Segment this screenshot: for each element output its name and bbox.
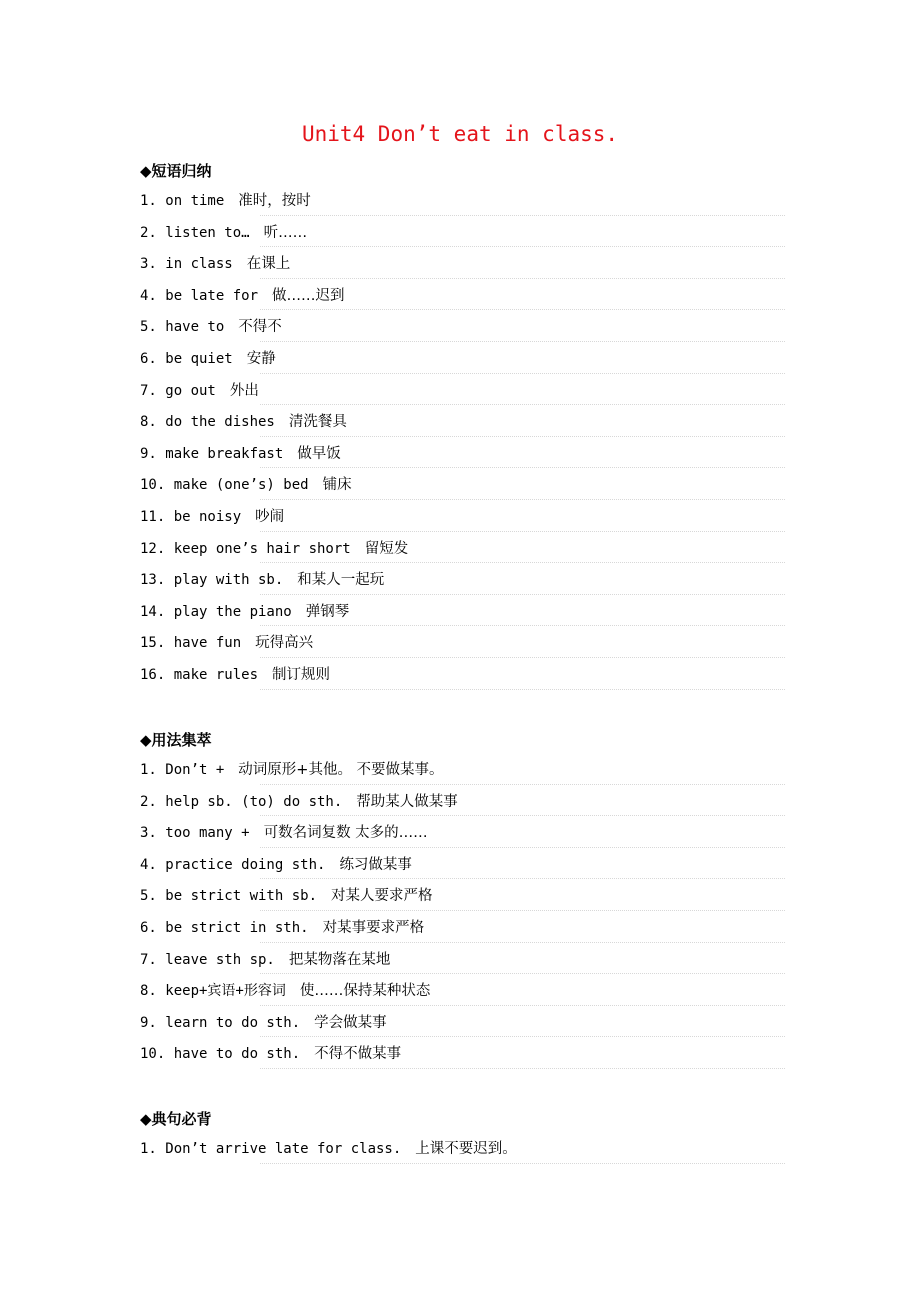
list-item: 5. have to 不得不 — [140, 312, 785, 344]
list-item: 3. too many + 可数名词复数 太多的…… — [140, 818, 785, 850]
phrase-list — [140, 186, 785, 692]
list-item: 13. play with sb. 和某人一起玩 — [140, 565, 785, 597]
list-item: 2. help sb. (to) do sth. 帮助某人做某事 — [140, 787, 785, 819]
list-item: 12. keep one’s hair short 留短发 — [140, 534, 785, 566]
list-item: 6. be quiet 安静 — [140, 344, 785, 376]
section-heading-usage: ◆用法集萃 — [140, 731, 212, 749]
list-item: 14. play the piano 弹钢琴 — [140, 597, 785, 629]
list-item: 4. be late for 做……迟到 — [140, 281, 785, 313]
list-item: 9. make breakfast 做早饭 — [140, 439, 785, 471]
list-item: 10. have to do sth. 不得不做某事 — [140, 1039, 785, 1071]
list-item: 5. be strict with sb. 对某人要求严格 — [140, 881, 785, 913]
list-item: 4. practice doing sth. 练习做某事 — [140, 850, 785, 882]
list-item: 1. Don’t + 动词原形+其他。 不要做某事。 — [140, 755, 785, 787]
list-item: 1. Don’t arrive late for class. 上课不要迟到。 — [140, 1134, 785, 1166]
list-item: 9. learn to do sth. 学会做某事 — [140, 1008, 785, 1040]
list-item: 2. listen to… 听…… — [140, 218, 785, 250]
usage-list — [140, 755, 785, 1071]
list-item: 7. leave sth sp. 把某物落在某地 — [140, 945, 785, 977]
list-item: 3. in class 在课上 — [140, 249, 785, 281]
list-item: 8. do the dishes 清洗餐具 — [140, 407, 785, 439]
list-item: 15. have fun 玩得高兴 — [140, 628, 785, 660]
sentence-list — [140, 1134, 785, 1166]
section-heading-sentences: ◆典句必背 — [140, 1110, 212, 1128]
section-heading-phrases: ◆短语归纳 — [140, 162, 212, 180]
list-item: 11. be noisy 吵闹 — [140, 502, 785, 534]
list-item: 7. go out 外出 — [140, 376, 785, 408]
list-item: 6. be strict in sth. 对某事要求严格 — [140, 913, 785, 945]
list-item: 1. on time 准时，按时 — [140, 186, 785, 218]
list-item: 10. make (one’s) bed 铺床 — [140, 470, 785, 502]
list-item: 8. keep+宾语+形容词 使……保持某种状态 — [140, 976, 785, 1008]
page-title: Unit4 Don’t eat in class. — [301, 122, 619, 146]
list-item: 16. make rules 制订规则 — [140, 660, 785, 692]
